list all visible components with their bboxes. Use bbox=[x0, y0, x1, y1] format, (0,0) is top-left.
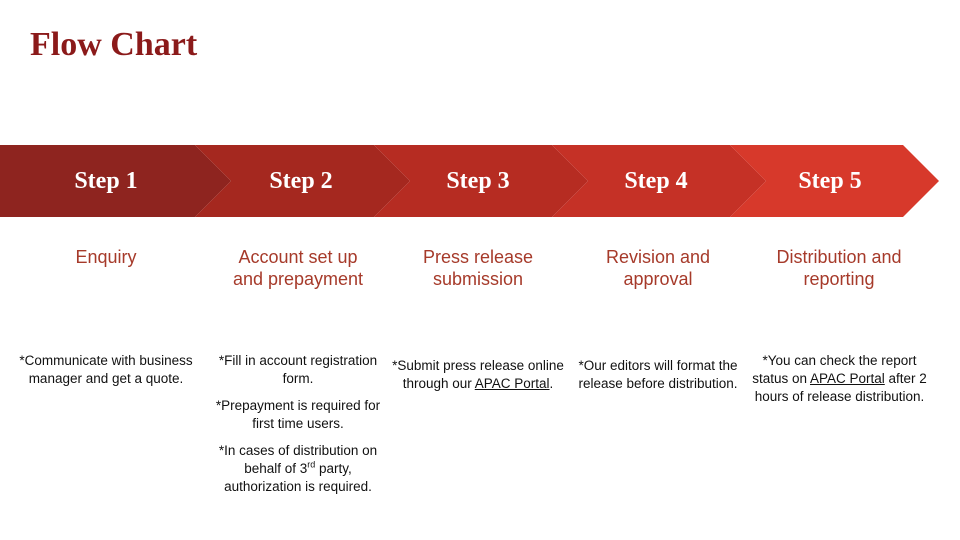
step-5-title bbox=[749, 246, 929, 290]
step-5-note-text: *You can check the report status on bbox=[752, 353, 917, 386]
step-5-note-text-end: after 2 hours of release distribution. bbox=[754, 371, 927, 404]
step-3-title-line-2: submission bbox=[432, 269, 524, 289]
step-1-title-line-1: Enquiry bbox=[75, 247, 137, 267]
step-1-notes bbox=[16, 352, 196, 397]
step-3-note-text-end: . bbox=[549, 376, 554, 391]
step-3-label: Step 3 bbox=[446, 167, 510, 194]
step-2-note-3-text: *In cases of distribution on behalf of 3 bbox=[218, 443, 378, 476]
step-3-note bbox=[388, 357, 568, 393]
step-2-title-line-1: Account set up bbox=[238, 247, 358, 267]
step-5-notes bbox=[752, 352, 927, 415]
step-1-note: *Communicate with business manager and get a quote. bbox=[19, 353, 193, 386]
step-3-notes bbox=[388, 357, 568, 402]
step-4-notes bbox=[568, 357, 748, 402]
apac-portal-link[interactable]: APAC Portal bbox=[474, 376, 550, 391]
step-2-notes bbox=[208, 352, 388, 505]
step-4-label: Step 4 bbox=[624, 167, 688, 194]
step-5-label: Step 5 bbox=[798, 167, 862, 194]
step-1-title bbox=[16, 246, 196, 268]
page-title: Flow Chart bbox=[30, 26, 198, 63]
step-5-title-line-2: reporting bbox=[803, 269, 875, 289]
apac-portal-link-2[interactable]: APAC Portal bbox=[809, 371, 885, 386]
step-4-title-line-1: Revision and bbox=[605, 247, 711, 267]
step-4-note: *Our editors will format the release before distribution. bbox=[578, 358, 738, 391]
step-2-note-3-superscript: rd bbox=[307, 459, 316, 470]
step-3-title bbox=[388, 246, 568, 290]
step-4-title-line-2: approval bbox=[623, 269, 693, 289]
step-3-title-line-1: Press release bbox=[422, 247, 534, 267]
step-1-label: Step 1 bbox=[74, 167, 138, 194]
step-5-title-line-1: Distribution and bbox=[776, 247, 902, 267]
step-2-title bbox=[208, 246, 388, 290]
step-5-note bbox=[752, 352, 927, 406]
step-2-note-3-text-end: party, authorization is required. bbox=[224, 461, 372, 494]
step-4-title bbox=[568, 246, 748, 290]
step-2-note-1: *Fill in account registration form. bbox=[218, 353, 378, 386]
step-2-note-3 bbox=[208, 442, 388, 496]
step-2-label: Step 2 bbox=[269, 167, 333, 194]
step-2-title-line-2: and prepayment bbox=[232, 269, 364, 289]
step-3-note-text: *Submit press release online through our bbox=[392, 358, 564, 391]
step-2-note-2: *Prepayment is required for first time users. bbox=[215, 398, 381, 431]
